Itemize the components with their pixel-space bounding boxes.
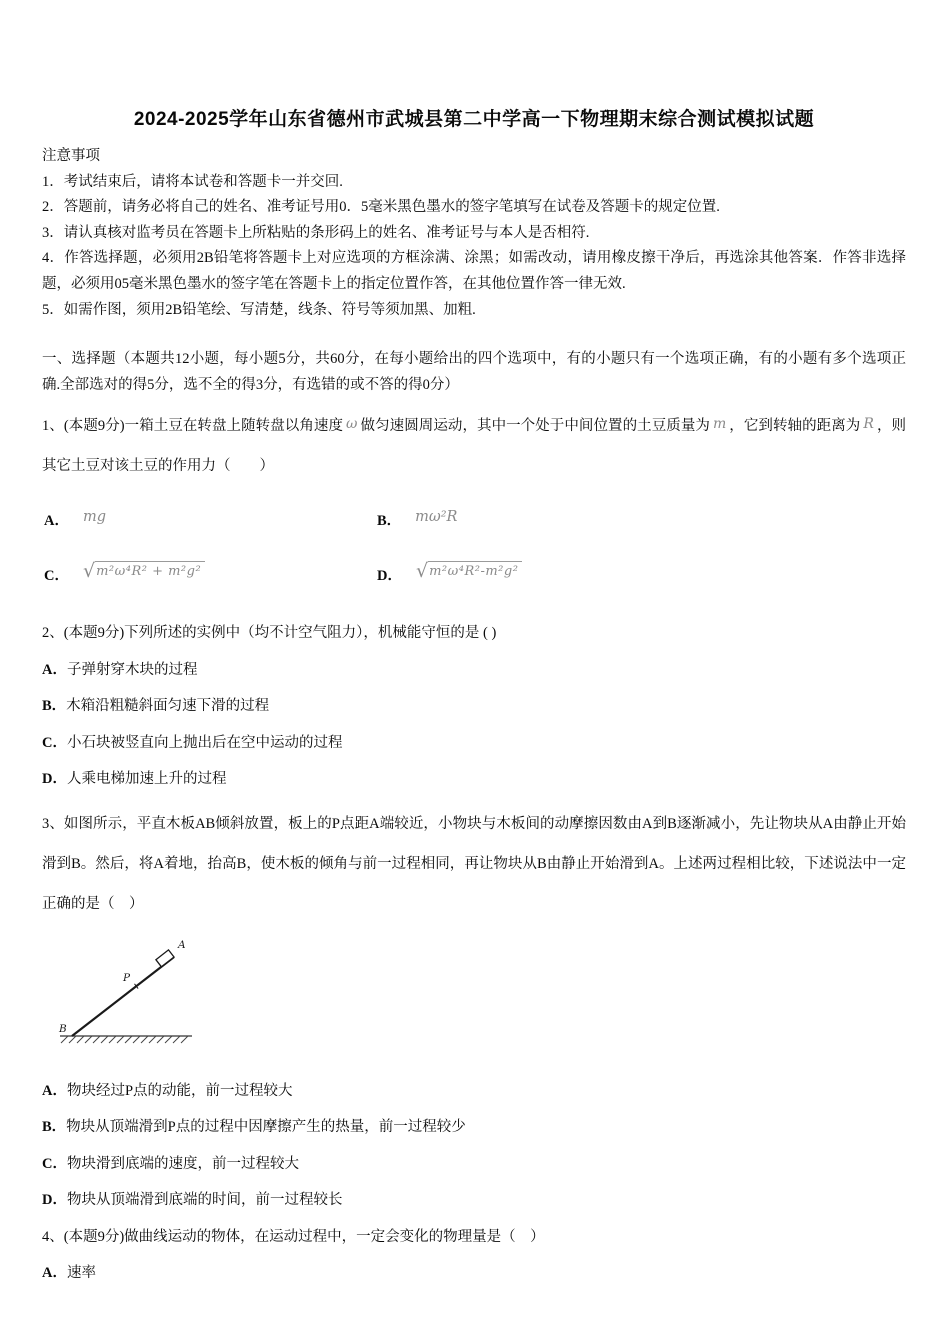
exam-title: 2024-2025学年山东省德州市武城县第二中学高一下物理期末综合测试模拟试题 bbox=[133, 109, 815, 130]
formula-sqrt-sum bbox=[83, 561, 205, 583]
question-3 bbox=[42, 804, 906, 1219]
option-c-text: 小石块被竖直向上抛出后在空中运动的过程 bbox=[66, 734, 343, 751]
section-1-heading: 一、选择题（本题共12小题，每小题5分，共60分，在每小题给出的四个选项中，有的小题只有一个选项正确，有的小题有多个选项正确.全部选对的得5分，选不全的得3分，有选错的或不答的得0分） bbox=[42, 351, 906, 394]
radius-symbol: R bbox=[863, 416, 874, 433]
q2-option-d bbox=[42, 761, 906, 798]
figure-label-b: B bbox=[59, 1022, 67, 1035]
formula-sqrt-diff bbox=[416, 561, 522, 583]
option-c-label: C． bbox=[44, 568, 69, 585]
radical-sign: √ bbox=[415, 559, 429, 582]
option-b-label: B． bbox=[377, 513, 402, 530]
notice-item-5: 5．如需作图，须用2B铅笔绘、写清楚，线条、符号等须加黑、加粗. bbox=[42, 301, 476, 318]
q1-option-c bbox=[44, 559, 377, 586]
q1-stem-text: 做匀速圆周运动，其中一个处于中间位置的土豆质量为 bbox=[360, 418, 710, 435]
question-2-stem: 2、(本题9分)下列所述的实例中（均不计空气阻力），机械能守恒的是 ( ) bbox=[42, 625, 497, 642]
q3-option-c bbox=[42, 1146, 906, 1183]
option-b-text: 物块从顶端滑到P点的过程中因摩擦产生的热量，前一过程较少 bbox=[66, 1119, 466, 1136]
option-b-text: 木箱沿粗糙斜面匀速下滑的过程 bbox=[66, 698, 270, 715]
radicand-diff: m²ω⁴R²-m²g² bbox=[428, 561, 522, 583]
q1-option-a bbox=[44, 509, 377, 530]
ground-hatching bbox=[61, 1036, 188, 1043]
q2-option-b bbox=[42, 688, 906, 725]
q1-stem-text: ，则其它土豆对该土豆的作用力（ ） bbox=[42, 418, 907, 475]
mass-symbol: m bbox=[712, 416, 727, 433]
question-4-stem: 4、(本题9分)做曲线运动的物体，在运动过程中，一定会变化的物理量是（ ） bbox=[42, 1228, 545, 1245]
q1-options-row-2 bbox=[44, 547, 906, 602]
notice-heading: 注意事项 bbox=[42, 148, 100, 164]
radicand-sum: m²ω⁴R² + m²g² bbox=[95, 561, 205, 583]
q1-stem-text: ，它到转轴的距离为 bbox=[729, 418, 861, 435]
figure-label-p: P bbox=[123, 971, 131, 984]
option-a-label: A． bbox=[44, 513, 69, 530]
option-b-label: B． bbox=[42, 1119, 67, 1136]
q3-option-d bbox=[42, 1182, 906, 1219]
notice-section bbox=[42, 144, 906, 323]
q4-option-a bbox=[42, 1255, 906, 1292]
q3-option-a bbox=[42, 1073, 906, 1110]
option-a-label: A． bbox=[42, 1082, 67, 1099]
q3-option-b bbox=[42, 1109, 906, 1146]
option-c-label: C． bbox=[42, 1155, 67, 1172]
notice-item-3: 3．请认真核对监考员在答题卡上所粘贴的条形码上的姓名、准考证号与本人是否相符. bbox=[42, 224, 590, 241]
option-a-text: 物块经过P点的动能，前一过程较大 bbox=[66, 1082, 293, 1099]
notice-item-2: 2．答题前，请务必将自己的姓名、准考证号用0．5毫米黑色墨水的签字笔填写在试卷及答题卡的规定位置. bbox=[42, 199, 720, 216]
option-a-label: A． bbox=[42, 1265, 67, 1282]
q2-option-a bbox=[42, 652, 906, 689]
sliding-block bbox=[156, 950, 174, 967]
question-1 bbox=[42, 406, 906, 602]
q2-option-c bbox=[42, 725, 906, 762]
notice-item-4: 4．作答选择题，必须用2B铅笔将答题卡上对应选项的方框涂满、涂黑；如需改动，请用橡皮擦干净后，再选涂其他答案．作答非选择题，必须用05毫米黑色墨水的签字笔在答题卡上的指定位置作答，在其他位置作答一律无效. bbox=[42, 250, 906, 292]
option-c-label: C． bbox=[42, 734, 67, 751]
option-d-text: 人乘电梯加速上升的过程 bbox=[66, 771, 227, 788]
omega-symbol: ω bbox=[346, 416, 358, 433]
option-d-label: D． bbox=[42, 771, 67, 788]
option-a-label: A． bbox=[42, 661, 67, 678]
question-3-stem: 3、如图所示，平直木板AB倾斜放置，板上的P点距A端较近，小物块与木板间的动摩擦因数由A到B逐渐减小，先让物块从A由静止开始滑到B。然后，将A着地，抬高B，使木板的倾角与前一过程相同，再让物块从B由静止开始滑到A。上述两过程相比较，下述说法中一定正确的是（ ） bbox=[42, 815, 906, 912]
figure-label-a: A bbox=[178, 938, 186, 951]
formula-mg: mg bbox=[82, 508, 107, 525]
question-4 bbox=[42, 1219, 906, 1292]
q1-option-b bbox=[377, 509, 710, 530]
q1-option-d bbox=[377, 559, 710, 586]
notice-item-1: 1．考试结束后，请将本试卷和答题卡一并交回. bbox=[42, 173, 343, 190]
option-a-text: 速率 bbox=[66, 1265, 96, 1282]
option-d-text: 物块从顶端滑到底端的时间，前一过程较长 bbox=[66, 1192, 343, 1209]
formula-m-omega2-r: mω²R bbox=[415, 508, 458, 525]
option-c-text: 物块滑到底端的速度，前一过程较大 bbox=[66, 1155, 299, 1172]
option-b-label: B． bbox=[42, 698, 67, 715]
option-d-label: D． bbox=[377, 568, 402, 585]
q1-options-row-1 bbox=[44, 492, 906, 547]
inclined-plank bbox=[72, 957, 174, 1036]
question-1-stem bbox=[42, 406, 906, 486]
question-2 bbox=[42, 615, 906, 798]
inclined-plane-diagram bbox=[56, 936, 196, 1052]
radical-sign: √ bbox=[82, 559, 96, 582]
q3-figure bbox=[56, 936, 906, 1057]
q1-stem-text: 1、(本题9分)一箱土豆在转盘上随转盘以角速度 bbox=[42, 418, 344, 435]
option-d-label: D． bbox=[42, 1192, 67, 1209]
question-1-options bbox=[44, 492, 906, 602]
option-a-text: 子弹射穿木块的过程 bbox=[66, 661, 198, 678]
